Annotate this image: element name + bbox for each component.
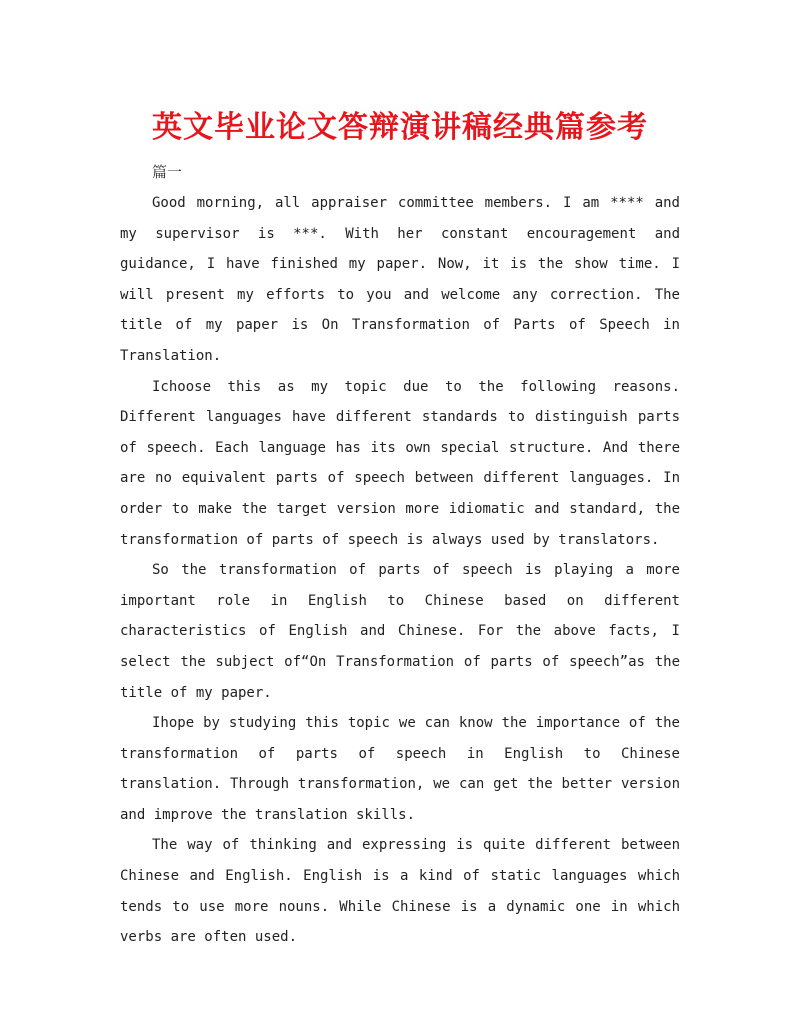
paragraph-2: Ichoose this as my topic due to the following reasons. Different languages have different standards to distinguish parts of speech. Each language has its own special structure. And there are no equivalent parts of speech between different languages. In order to make the target version more idiomatic and standard, the transformation of parts of speech is always used by translators. (120, 378, 680, 548)
section-label: 篇一 (152, 163, 183, 181)
paragraph-5: The way of thinking and expressing is quite different between Chinese and English. English is a kind of static languages which tends to use more nouns. While Chinese is a dynamic one in which verbs are often used. (120, 837, 680, 946)
paragraph-1: Good morning, all appraiser committee members. I am **** and my supervisor is ***. With her constant encouragement and guidance, I have finished my paper. Now, it is the show time. I will present my efforts to you and welcome any correction. The title of my paper is On Transformation of Parts of Speech in Translation. (120, 195, 680, 364)
paragraph-4: Ihope by studying this topic we can know the importance of the transformation of parts of speech in English to Chinese translation. Through transformation, we can get the better version and improve the translation skills. (120, 715, 680, 823)
document-body (120, 188, 680, 953)
document-title: 英文毕业论文答辩演讲稿经典篇参考 (152, 110, 648, 145)
paragraph-3: So the transformation of parts of speech is playing a more important role in English to Chinese based on different characteristics of English and Chinese. For the above facts, I select the subject of“On Transformation of parts of speech”as the title of my paper. (120, 562, 680, 701)
